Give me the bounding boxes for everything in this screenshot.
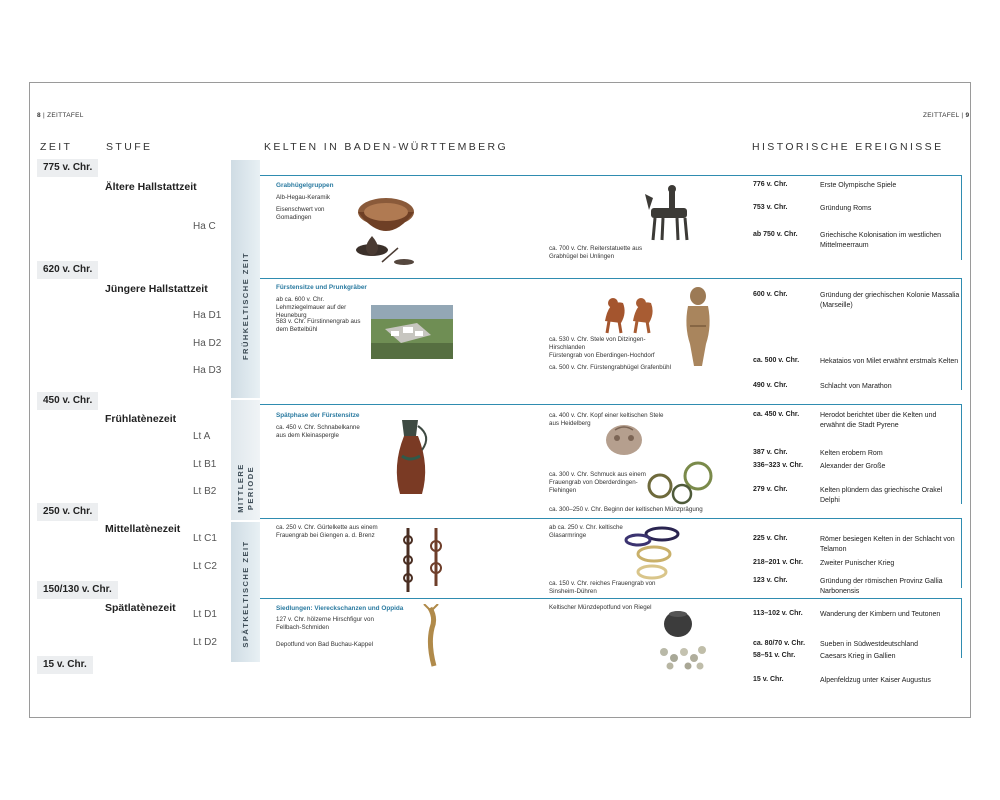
event-text: Schlacht von Marathon	[820, 383, 892, 390]
caption-reiterstatuette: ca. 700 v. Chr. Reiterstatuette aus Grabhügel bei Unlingen	[549, 245, 643, 260]
event-text: Sueben in Südwestdeutschland	[820, 641, 919, 648]
caption-hirschfigur: 127 v. Chr. hölzerne Hirschfigur von Fellbach-Schmiden	[276, 616, 374, 631]
stele-image	[680, 286, 716, 368]
event-text: Herodot berichtet über die Kelten und erwähnt die Stadt Pyrene	[820, 412, 937, 429]
page-number-right	[923, 112, 969, 119]
period-separator-1	[260, 175, 962, 176]
page-label-right: ZEITTAFEL	[923, 112, 960, 119]
event-date: 113–102 v. Chr.	[753, 610, 803, 617]
date-620: 620 v. Chr.	[37, 261, 98, 279]
substufe-ha-d1: Ha D1	[193, 310, 222, 321]
event-text: Gründung der griechischen Kolonie Massalia (Marseille)	[820, 292, 960, 309]
caption-glasarmringe: ab ca. 250 v. Chr. keltische Glasarmringe	[549, 524, 623, 539]
event-text: Hekataios von Milet erwähnt erstmals Kelten	[820, 358, 959, 365]
page-frame	[29, 82, 971, 718]
schnabelkanne-image	[388, 416, 434, 498]
period-separator-5	[260, 598, 962, 599]
caption-fuerstensitze: Fürstensitze und Prunkgräber	[276, 284, 367, 291]
event-date: 336–323 v. Chr.	[753, 462, 804, 469]
date-150-130: 150/130 v. Chr.	[37, 581, 118, 599]
event-text: Erste Olympische Spiele	[820, 182, 897, 189]
stufe-spaetlatenezeit: Spätlatènezeit	[105, 602, 176, 614]
heuneburg-aerial-image	[371, 305, 453, 359]
caption-muenzdepotfund-riegel: Keltischer Münzdepotfund von Riegel	[549, 604, 652, 611]
stufe-aeltere-hallstattzeit: Ältere Hallstattzeit	[105, 181, 197, 193]
substufe-ha-d2: Ha D2	[193, 338, 222, 349]
event-text: Caesars Krieg in Gallien	[820, 653, 896, 660]
caption-siedlungen: Siedlungen: Viereckschanzen und Oppida	[276, 605, 404, 612]
page-sep-left: |	[43, 112, 46, 119]
substufe-ha-c: Ha C	[193, 221, 216, 232]
pottery-image	[352, 188, 420, 268]
band-label-mittlere	[236, 463, 256, 513]
caption-grabhuegelgruppen: Grabhügelgruppen	[276, 182, 334, 189]
stufe-mittellatenezeit: Mittellatènezeit	[105, 523, 181, 535]
caption-eisenschwert: Eisenschwert von Gomadingen	[276, 206, 325, 221]
caption-fuerstinnengrab: 583 v. Chr. Fürstinnengrab aus dem Bettelbühl	[276, 318, 361, 333]
page-sep-right: |	[961, 112, 964, 119]
event-date: ca. 80/70 v. Chr.	[753, 640, 806, 647]
caption-depotfund-buchau: Depotfund von Bad Buchau-Kappel	[276, 641, 374, 648]
event-text: Römer besiegen Kelten in der Schlacht von Telamon	[820, 536, 955, 553]
band-label-mittlere-1: MITTLERE	[236, 463, 245, 513]
event-date: 15 v. Chr.	[753, 676, 784, 683]
band-label-fruehkeltisch: FRÜHKELTISCHE ZEIT	[241, 251, 250, 361]
event-date: 753 v. Chr.	[753, 204, 788, 211]
caption-lehmziegelmauer: ab ca. 600 v. Chr. Lehmziegelmauer auf der Heuneburg	[276, 296, 347, 319]
header-historische-ereignisse: HISTORISCHE EREIGNISSE	[752, 141, 944, 153]
event-text: Gründung der römischen Provinz Gallia Narbonensis	[820, 578, 943, 595]
coin-hoard-image	[654, 606, 710, 670]
event-date: 387 v. Chr.	[753, 449, 788, 456]
substufe-lt-c2: Lt C2	[193, 561, 217, 572]
caption-guertelkette: ca. 250 v. Chr. Gürtelkette aus einem Frauengrab bei Giengen a. d. Brenz	[276, 524, 378, 539]
header-zeit: ZEIT	[40, 141, 73, 153]
event-text: Gründung Roms	[820, 205, 872, 212]
date-775: 775 v. Chr.	[37, 159, 98, 177]
substufe-ha-d3: Ha D3	[193, 365, 222, 376]
event-text: Alexander der Große	[820, 463, 886, 470]
page-label-left: ZEITTAFEL	[47, 112, 84, 119]
event-date: 600 v. Chr.	[753, 291, 788, 298]
period-separator-4	[260, 518, 962, 519]
header-stufe: STUFE	[106, 141, 153, 153]
substufe-lt-d1: Lt D1	[193, 609, 217, 620]
belt-chain-image	[400, 526, 448, 594]
stufe-juengere-hallstattzeit: Jüngere Hallstattzeit	[105, 283, 208, 295]
rider-statuette-image	[643, 184, 699, 246]
stele-head-image	[603, 422, 645, 458]
caption-stele-hirschlanden: ca. 530 v. Chr. Stele von Ditzingen-Hirschlanden	[549, 336, 646, 351]
event-text: Zweiter Punischer Krieg	[820, 560, 895, 567]
caption-kopf-stele: ca. 400 v. Chr. Kopf einer keltischen Stele aus Heidelberg	[549, 412, 664, 427]
page-number-left	[37, 112, 84, 119]
event-date: 58–51 v. Chr.	[753, 652, 796, 659]
caption-fuerstengrab-hochdorf: Fürstengrab von Eberdingen-Hochdorf	[549, 352, 655, 359]
event-date: 123 v. Chr.	[753, 577, 788, 584]
period-separator-2	[260, 278, 962, 279]
event-text: Kelten plündern das griechische Orakel Delphi	[820, 487, 943, 504]
page-num-left: 8	[37, 112, 41, 119]
substufe-lt-a: Lt A	[193, 431, 211, 442]
event-date: 225 v. Chr.	[753, 535, 788, 542]
caption-sinsheim-duehren: ca. 150 v. Chr. reiches Frauengrab von Sinsheim-Dühren	[549, 580, 656, 595]
event-text: Alpenfeldzug unter Kaiser Augustus	[820, 677, 931, 684]
date-250: 250 v. Chr.	[37, 503, 98, 521]
band-label-mittlere-2: PERIODE	[246, 465, 255, 511]
header-kelten: KELTEN IN BADEN-WÜRTTEMBERG	[264, 141, 509, 153]
substufe-lt-d2: Lt D2	[193, 637, 217, 648]
caption-schmuck-flehingen: ca. 300 v. Chr. Schmuck aus einem Frauengrab von Oberderdingen-Flehingen	[549, 471, 646, 494]
date-15: 15 v. Chr.	[37, 656, 93, 674]
period-separator-3	[260, 404, 962, 405]
caption-alb-hegau-keramik: Alb-Hegau-Keramik	[276, 194, 330, 201]
event-text: Griechische Kolonisation im westlichen Mittelmeerraum	[820, 232, 941, 249]
event-date: ab 750 v. Chr.	[753, 231, 798, 238]
deer-figure-image	[420, 604, 446, 668]
jewelry-rings-image	[646, 458, 714, 506]
caption-schnabelkanne: ca. 450 v. Chr. Schnabelkanne aus dem Kleinaspergle	[276, 424, 360, 439]
caption-grafenbuehl: ca. 500 v. Chr. Fürstengrabhügel Grafenbühl	[549, 364, 671, 371]
caption-spaetphase: Spätphase der Fürstensitze	[276, 412, 360, 419]
event-date: 776 v. Chr.	[753, 181, 788, 188]
date-450: 450 v. Chr.	[37, 392, 98, 410]
substufe-lt-b2: Lt B2	[193, 486, 217, 497]
glass-bracelets-image	[622, 524, 682, 582]
substufe-lt-b1: Lt B1	[193, 459, 217, 470]
page-num-right: 9	[965, 112, 970, 119]
horse-figurines-image	[601, 293, 659, 339]
event-date: 279 v. Chr.	[753, 486, 788, 493]
event-date: ca. 450 v. Chr.	[753, 411, 800, 418]
event-date: 218–201 v. Chr.	[753, 559, 804, 566]
stufe-fruehlatenezeit: Frühlatènezeit	[105, 413, 177, 425]
band-label-spaetkeltisch: SPÄTKELTISCHE ZEIT	[241, 540, 250, 648]
event-date: ca. 500 v. Chr.	[753, 357, 800, 364]
event-date: 490 v. Chr.	[753, 382, 788, 389]
substufe-lt-c1: Lt C1	[193, 533, 217, 544]
event-text: Wanderung der Kimbern und Teutonen	[820, 611, 941, 618]
caption-muenzpraegung: ca. 300–250 v. Chr. Beginn der keltischen Münzprägung	[549, 506, 703, 513]
event-text: Kelten erobern Rom	[820, 450, 883, 457]
